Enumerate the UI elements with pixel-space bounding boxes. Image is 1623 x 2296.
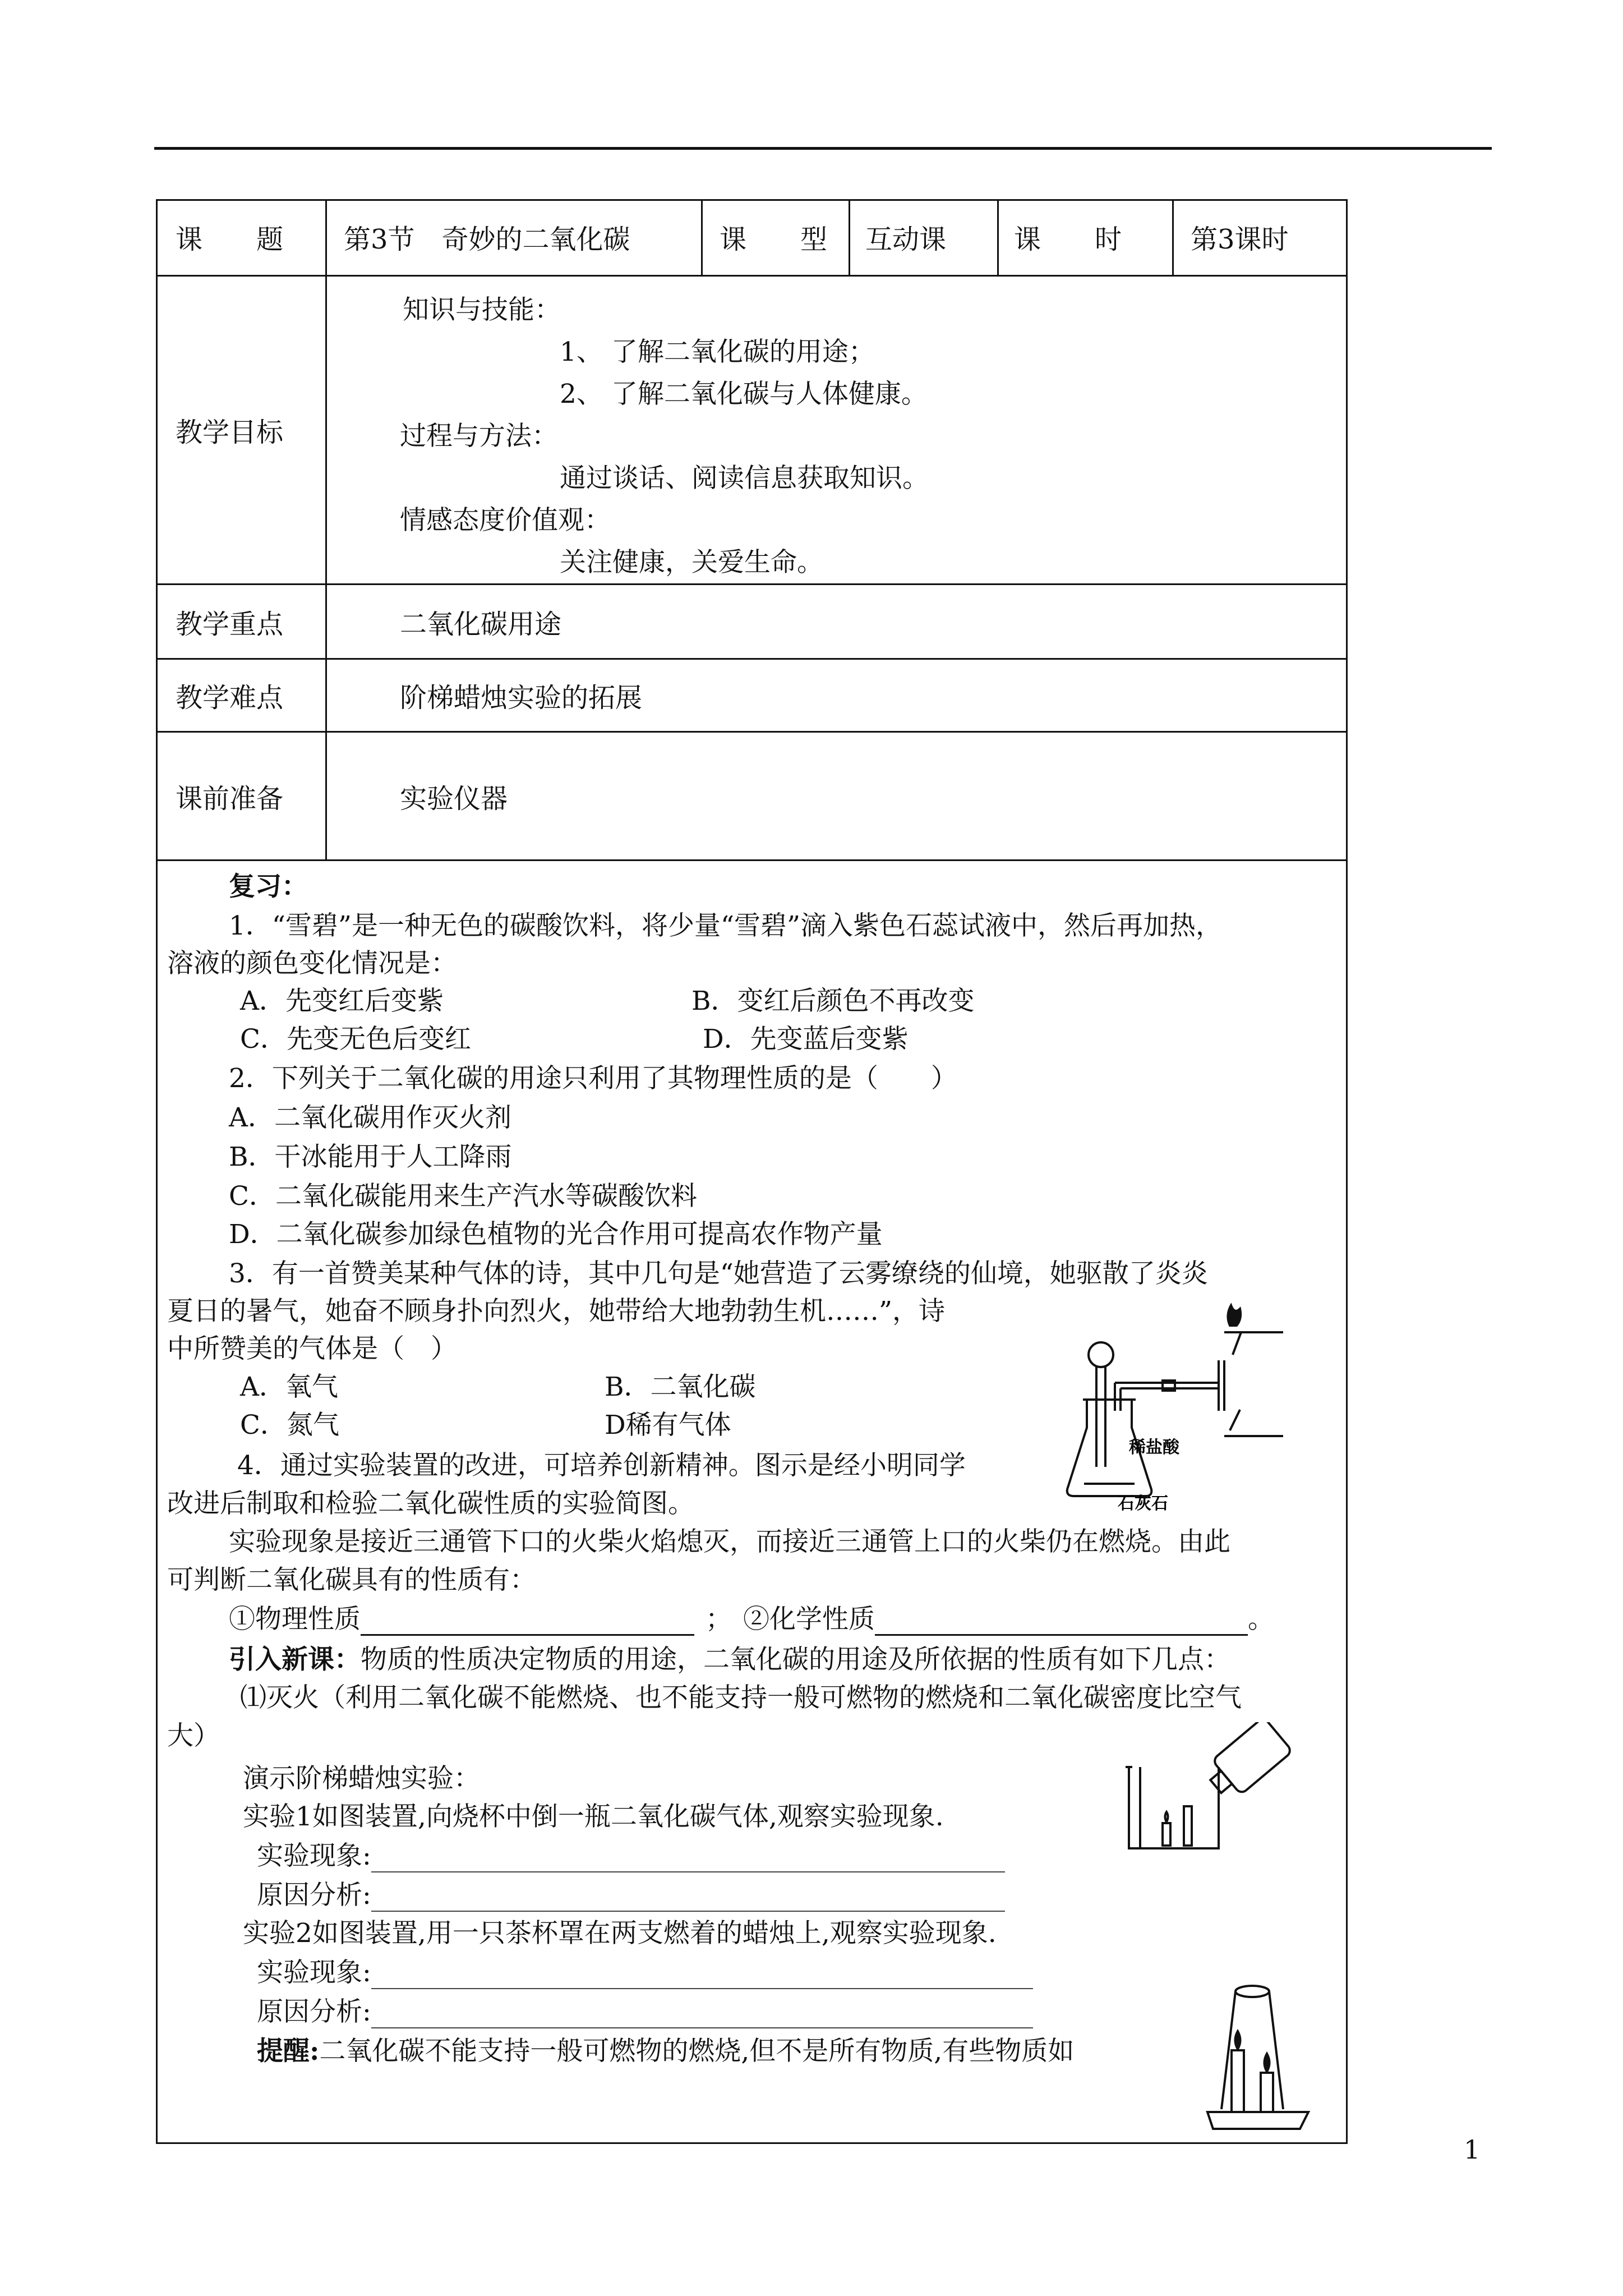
reminder-text: 二氧化碳不能支持一般可燃物的燃烧,但不是所有物质,有些物质如 — [319, 2036, 1075, 2067]
reminder-line — [257, 2030, 1074, 2068]
analysis-label: 原因分析: — [257, 1880, 371, 1911]
fig1-label-acid: 稀盐酸 — [1129, 1438, 1179, 1457]
reminder-label: 提醒: — [257, 2036, 320, 2067]
exp2-analysis-line — [257, 1991, 1033, 2028]
q3-option-b: B．二氧化碳 — [605, 1372, 756, 1402]
q1-option-a: A．先变红后变紫 — [240, 986, 444, 1016]
fire-line: 大） — [167, 1720, 220, 1751]
q3-line: 夏日的暑气，她奋不顾身扑向烈火，她带给大地勃勃生机……”，诗 — [167, 1296, 946, 1327]
exp1-phenomenon-line — [257, 1835, 1005, 1872]
q3-option-d: D稀有气体 — [605, 1410, 731, 1441]
lesson-body — [156, 861, 1348, 2144]
co2-apparatus-figure — [1062, 1299, 1432, 1523]
exp2-phenomenon-line — [257, 1952, 1033, 1989]
fig1-label-limestone: 石灰石 — [1118, 1494, 1168, 1513]
topic-value: 第3节 奇妙的二氧化碳 — [344, 224, 630, 255]
fire-line: ⑴灭火（利用二氧化碳不能燃烧、也不能支持一般可燃物的燃烧和二氧化碳密度比空气 — [240, 1682, 1242, 1713]
q1-line: 溶液的颜色变化情况是： — [167, 948, 457, 979]
phenomenon-label: 实验现象: — [257, 1841, 371, 1871]
preparation-value: 实验仪器 — [400, 783, 508, 815]
q1-line: 1．“雪碧”是一种无色的碳酸饮料，将少量“雪碧”滴入紫色石蕊试液中，然后再加热， — [229, 910, 1223, 941]
q2-option-d: D．二氧化碳参加绿色植物的光合作用可提高农作物产量 — [229, 1219, 883, 1250]
q2-stem: 2．下列关于二氧化碳的用途只利用了其物理性质的是（ ） — [229, 1063, 957, 1094]
key-point-label: 教学重点 — [176, 608, 284, 640]
header-row — [156, 199, 1348, 277]
q3-option-c: C．氮气 — [240, 1410, 339, 1441]
new-lesson-label: 引入新课： — [229, 1644, 361, 1675]
q3-option-a: A．氧气 — [240, 1372, 338, 1402]
q3-line: 3．有一首赞美某种气体的诗，其中几句是“她营造了云雾缭绕的仙境，她驱散了炎炎 — [229, 1258, 1208, 1289]
cup-over-candles-figure — [1205, 1977, 1311, 2132]
page-number: 1 — [1464, 2134, 1481, 2165]
answer-blank[interactable] — [875, 1612, 1248, 1636]
review-heading: 复习： — [229, 871, 308, 902]
answer-blank[interactable] — [371, 1967, 1033, 1989]
q4-physical-label: ①物理性质 — [229, 1604, 361, 1635]
objective-line: 知识与技能： — [403, 295, 561, 325]
experiment-2: 实验2如图装置,用一只茶杯罩在两支燃着的蜡烛上,观察实验现象. — [243, 1918, 997, 1949]
q2-option-a: A．二氧化碳用作灭火剂 — [229, 1102, 511, 1133]
q4-chemical-label: ②化学性质 — [743, 1604, 875, 1635]
hours-value: 第3课时 — [1191, 224, 1289, 255]
answer-blank[interactable] — [371, 1850, 1005, 1872]
q2-option-b: B．干冰能用于人工降雨 — [229, 1142, 512, 1172]
analysis-label: 原因分析: — [257, 1996, 371, 2027]
q2-option-c: C．二氧化碳能用来生产汽水等碳酸饮料 — [229, 1181, 697, 1212]
q1-option-c: C．先变无色后变红 — [240, 1024, 471, 1055]
q4-line: 可判断二氧化碳具有的性质有： — [167, 1565, 536, 1595]
preparation-row — [156, 733, 1348, 861]
objective-line: 通过谈话、阅读信息获取知识。 — [560, 463, 929, 494]
objective-line: 1、 了解二氧化碳的用途； — [560, 337, 875, 367]
q4-separator: ； — [706, 1604, 732, 1635]
hours-label: 课 时 — [1014, 224, 1122, 255]
q4-line: 4．通过实验装置的改进，可培养创新精神。图示是经小明同学 — [237, 1450, 966, 1481]
preparation-label: 课前准备 — [176, 783, 284, 815]
answer-blank[interactable] — [371, 2006, 1033, 2028]
phenomenon-label: 实验现象: — [257, 1957, 371, 1988]
demo-title: 演示阶梯蜡烛实验： — [243, 1763, 480, 1794]
header-rule — [154, 147, 1492, 150]
key-point-row — [156, 585, 1348, 660]
key-point-value: 二氧化碳用途 — [400, 608, 562, 640]
q4-line: 改进后制取和检验二氧化碳性质的实验简图。 — [167, 1488, 694, 1519]
objective-line: 过程与方法： — [400, 421, 558, 452]
objective-line: 2、 了解二氧化碳与人体健康。 — [560, 379, 928, 409]
topic-label: 课 题 — [176, 224, 284, 255]
q1-option-b: B．变红后颜色不再改变 — [691, 986, 975, 1016]
q4-answer-line — [229, 1598, 1274, 1636]
objective-line: 情感态度价值观： — [400, 505, 611, 536]
beaker-candles-figure — [1123, 1722, 1308, 1851]
difficulty-value: 阶梯蜡烛实验的拓展 — [400, 682, 643, 714]
type-value: 互动课 — [865, 224, 947, 255]
answer-blank[interactable] — [371, 1889, 1005, 1912]
objectives-label: 教学目标 — [176, 417, 284, 448]
q4-end: 。 — [1248, 1604, 1274, 1635]
new-lesson-intro-line — [229, 1639, 1230, 1676]
answer-blank[interactable] — [361, 1612, 694, 1636]
exp1-analysis-line — [257, 1874, 1005, 1912]
q1-option-d: D．先变蓝后变紫 — [703, 1024, 909, 1055]
type-label: 课 型 — [720, 224, 828, 255]
objective-line: 关注健康，关爱生命。 — [560, 547, 823, 578]
objectives-row — [156, 277, 1348, 585]
q3-line: 中所赞美的气体是（ ） — [167, 1333, 457, 1364]
new-lesson-intro: 物质的性质决定物质的用途，二氧化碳的用途及所依据的性质有如下几点： — [361, 1644, 1230, 1675]
difficulty-label: 教学难点 — [176, 682, 284, 714]
experiment-1: 实验1如图装置,向烧杯中倒一瓶二氧化碳气体,观察实验现象. — [243, 1801, 944, 1832]
q4-line: 实验现象是接近三通管下口的火柴火焰熄灭，而接近三通管上口的火柴仍在燃烧。由此 — [229, 1526, 1230, 1557]
lesson-table — [156, 199, 1348, 861]
difficulty-row — [156, 660, 1348, 733]
